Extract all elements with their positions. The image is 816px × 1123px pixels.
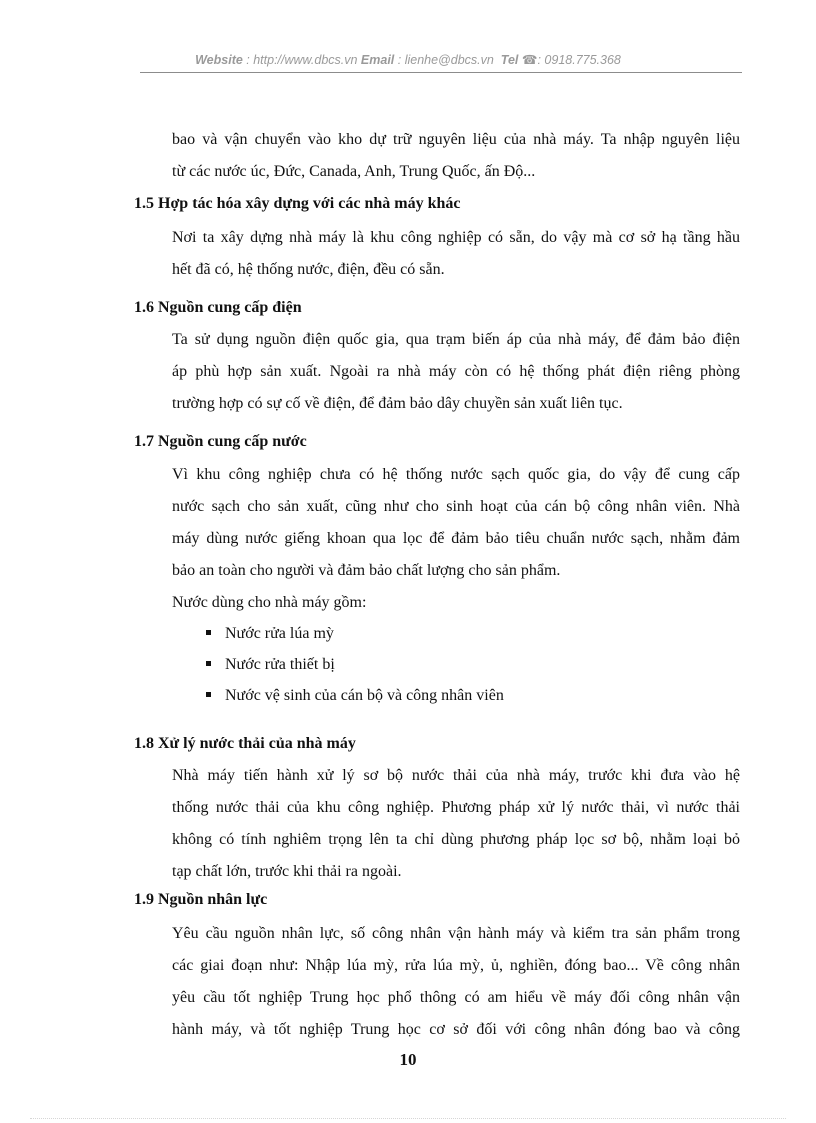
section-heading-1-6: 1.6 Nguồn cung cấp điện — [134, 299, 302, 316]
paragraph-line: Nơi ta xây dựng nhà máy là khu công nghiệp có sẵn, do vậy mà cơ sở hạ tầng hầu — [172, 229, 740, 246]
website-label: Website — [195, 53, 243, 67]
footer-dotted-line — [30, 1118, 786, 1119]
paragraph-line: Ta sử dụng nguồn điện quốc gia, qua trạm biến áp của nhà máy, để đảm bảo điện — [172, 331, 740, 348]
email-value: : lienhe@dbcs.vn — [394, 53, 498, 67]
website-value: : http://www.dbcs.vn — [242, 53, 361, 67]
paragraph-line: nước sạch cho sản xuất, cũng như cho sinh hoạt của cán bộ công nhân viên. Nhà — [172, 498, 740, 515]
list-item-label: Nước rửa lúa mỳ — [225, 625, 334, 642]
paragraph-line: Nước dùng cho nhà máy gồm: — [172, 594, 367, 611]
bullet-icon — [206, 661, 211, 666]
list-item — [206, 686, 504, 706]
paragraph-line: Nhà máy tiến hành xử lý sơ bộ nước thải của nhà máy, trước khi đưa vào hệ — [172, 767, 740, 784]
paragraph-line: Yêu cầu nguồn nhân lực, số công nhân vận hành máy và kiểm tra sản phẩm trong — [172, 925, 740, 942]
tel-value: : 0918.775.368 — [537, 53, 621, 67]
paragraph-line: hành máy, và tốt nghiệp Trung học cơ sở đối với công nhân đóng bao và công — [172, 1021, 740, 1038]
paragraph-line: Vì khu công nghiệp chưa có hệ thống nước sạch quốc gia, do vậy để cung cấp — [172, 466, 740, 483]
paragraph-line: hết đã có, hệ thống nước, điện, đều có sẵn. — [172, 261, 445, 278]
paragraph-line: các giai đoạn như: Nhập lúa mỳ, rửa lúa mỳ, ủ, nghiền, đóng bao... Về công nhân — [172, 957, 740, 974]
paragraph-line: trường hợp có sự cố về điện, để đảm bảo dây chuyền sản xuất liên tục. — [172, 395, 623, 412]
phone-icon: ☎ — [521, 53, 538, 67]
paragraph-line: tạp chất lớn, trước khi thải ra ngoài. — [172, 863, 402, 880]
tel-label: Tel — [500, 53, 519, 67]
paragraph-line: bao và vận chuyển vào kho dự trữ nguyên liệu của nhà máy. Ta nhập nguyên liệu — [172, 131, 740, 148]
list-item-label: Nước rửa thiết bị — [225, 656, 335, 673]
section-heading-1-5: 1.5 Hợp tác hóa xây dựng với các nhà máy khác — [134, 195, 461, 212]
page-header — [0, 52, 816, 67]
list-item — [206, 655, 335, 675]
paragraph-line: thống nước thải của khu công nghiệp. Phương pháp xử lý nước thải, vì nước thải — [172, 799, 740, 816]
header-divider — [140, 72, 742, 73]
section-heading-1-8: 1.8 Xử lý nước thải của nhà máy — [134, 735, 356, 752]
section-heading-1-7: 1.7 Nguồn cung cấp nước — [134, 433, 307, 450]
page-number: 10 — [399, 1050, 417, 1069]
bullet-icon — [206, 630, 211, 635]
list-item-label: Nước vệ sinh của cán bộ và công nhân viên — [225, 687, 504, 704]
paragraph-line: áp phù hợp sản xuất. Ngoài ra nhà máy còn có hệ thống phát điện riêng phòng — [172, 363, 740, 380]
paragraph-line: yêu cầu tốt nghiệp Trung học phổ thông có am hiểu về máy đối công nhân vận — [172, 989, 740, 1006]
paragraph-line: bảo an toàn cho người và đảm bảo chất lượng cho sản phẩm. — [172, 562, 561, 579]
list-item — [206, 624, 334, 644]
section-heading-1-9: 1.9 Nguồn nhân lực — [134, 891, 268, 908]
bullet-icon — [206, 692, 211, 697]
email-label: Email — [360, 53, 395, 67]
paragraph-line: không có tính nghiêm trọng lên ta chỉ dùng phương pháp lọc sơ bộ, nhằm loại bỏ — [172, 831, 740, 848]
paragraph-line: máy dùng nước giếng khoan qua lọc để đảm bảo tiêu chuẩn nước sạch, nhằm đảm — [172, 530, 740, 547]
paragraph-line: từ các nước úc, Đức, Canada, Anh, Trung Quốc, ấn Độ... — [172, 163, 536, 180]
